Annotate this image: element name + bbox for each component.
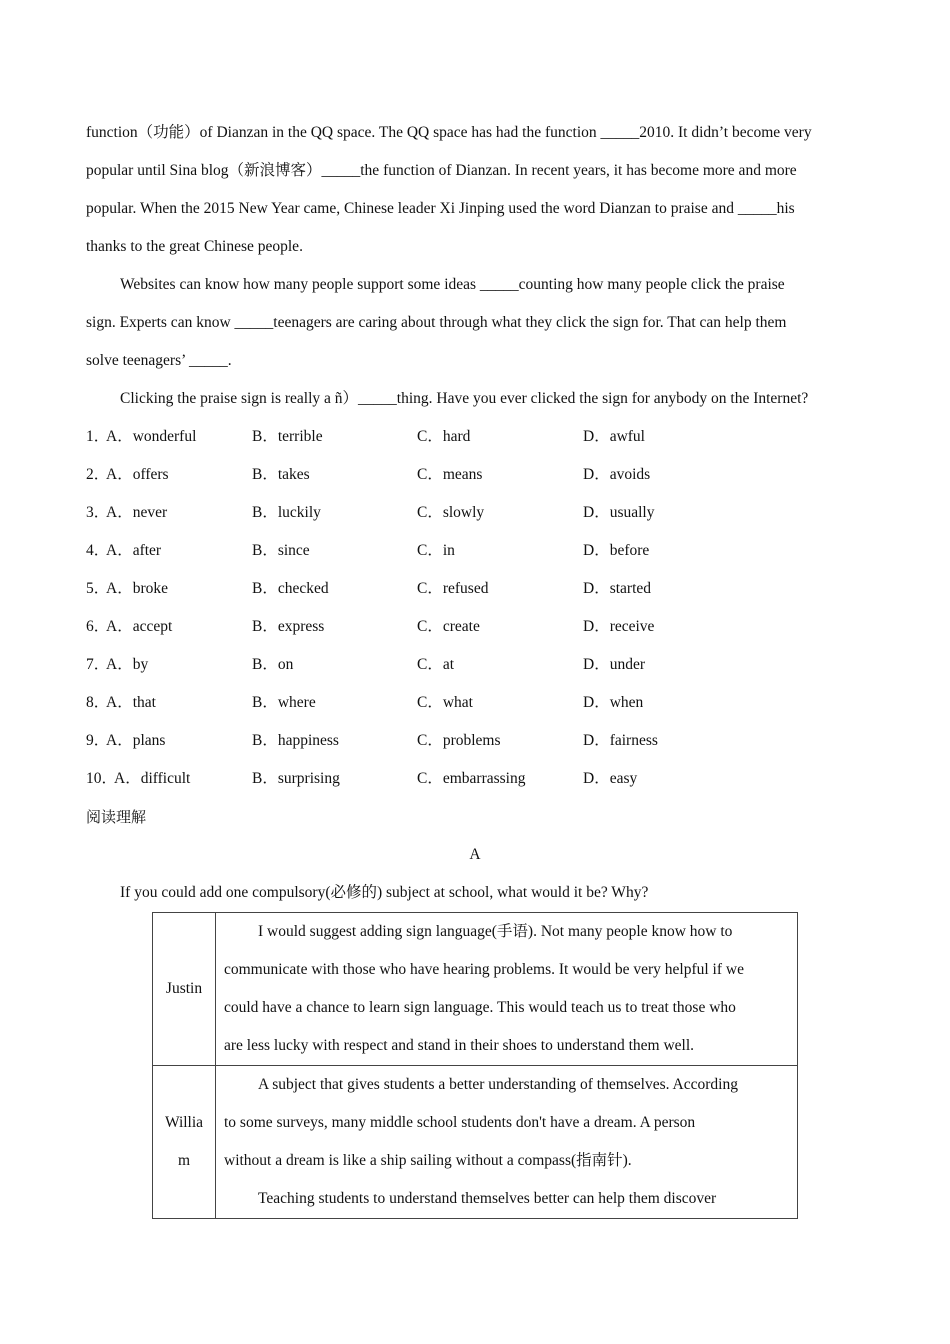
question-number: 8． [86,694,110,711]
question-row [86,570,886,608]
question-row [86,456,886,494]
person-name-line: Willia [164,1114,204,1131]
part-label: A [469,846,481,863]
opinion-line: to some surveys, many middle school students don't have a dream. A person [224,1114,696,1131]
option-c: C．means [417,466,483,483]
passage-line: Websites can know how many people support some ideas _____counting how many people click the praise [120,276,785,293]
question-number: 3． [86,504,110,521]
opinion-cell [216,913,798,1066]
option-b: B．on [252,656,294,673]
opinion-line: could have a chance to learn sign language. This would teach us to treat those who [224,999,736,1016]
option-d: D．under [583,656,645,673]
option-a: A．broke [106,580,168,597]
option-c: C．in [417,542,455,559]
option-b: B．checked [252,580,329,597]
passage-line: function（功能）of Dianzan in the QQ space. The QQ space has had the function _____2010. It didn’t become very [86,124,812,141]
person-name-text: Justin [165,980,203,997]
opinion-line: communicate with those who have hearing problems. It would be very helpful if we [224,961,744,978]
question-number: 2． [86,466,110,483]
option-a: A．that [106,694,156,711]
option-a: A．wonderful [106,428,197,445]
option-a: A．plans [106,732,166,749]
question-number: 7． [86,656,110,673]
option-c: C．refused [417,580,489,597]
option-d: D．receive [583,618,655,635]
option-b: B．where [252,694,316,711]
question-number: 4． [86,542,110,559]
option-a: A．offers [106,466,169,483]
option-c: C．hard [417,428,471,445]
option-b: B．express [252,618,325,635]
passage-line: popular until Sina blog（新浪博客）_____the function of Dianzan. In recent years, it has become more and more [86,162,797,179]
question-row [86,494,886,532]
option-d: D．fairness [583,732,658,749]
opinion-line: A subject that gives students a better understanding of themselves. According [258,1076,738,1093]
person-name-line: m [177,1152,191,1169]
reading-prompt: If you could add one compulsory(必修的) subject at school, what would it be? Why? [120,884,649,901]
question-row [86,418,886,456]
option-d: D．easy [583,770,638,787]
option-d: D．avoids [583,466,651,483]
option-b: B．terrible [252,428,323,445]
question-row [86,646,886,684]
opinion-line: without a dream is like a ship sailing without a compass(指南针). [224,1152,632,1169]
question-number: 9． [86,732,110,749]
option-b: B．happiness [252,732,339,749]
opinion-cell [216,1066,798,1219]
option-c: C．problems [417,732,501,749]
option-a: A．after [106,542,162,559]
option-c: C．embarrassing [417,770,526,787]
question-row [86,722,886,760]
option-d: D．started [583,580,652,597]
option-b: B．since [252,542,310,559]
passage-line: solve teenagers’ _____. [86,352,232,369]
passage-line: sign. Experts can know _____teenagers are caring about through what they click the sign for. That can help them [86,314,787,331]
passage-line: popular. When the 2015 New Year came, Chinese leader Xi Jinping used the word Dianzan to praise and _____his [86,200,795,217]
question-number: 10． [86,770,118,787]
opinion-line: are less lucky with respect and stand in their shoes to understand them well. [224,1037,695,1054]
question-row [86,532,886,570]
opinions-table [152,912,798,1219]
option-c: C．slowly [417,504,485,521]
option-a: A．difficult [114,770,191,787]
section-title: 阅读理解 [86,808,147,826]
opinion-line: Teaching students to understand themselves better can help them discover [258,1190,717,1207]
option-a: A．accept [106,618,173,635]
option-b: B．luckily [252,504,321,521]
question-number: 1． [86,428,110,445]
option-b: B．takes [252,466,310,483]
person-name [153,913,216,1066]
option-a: A．by [106,656,149,673]
question-row [86,684,886,722]
table-row [153,913,798,1066]
passage-line: Clicking the praise sign is really a ñ）_____thing. Have you ever clicked the sign for anybody on the Internet? [120,390,809,407]
option-d: D．awful [583,428,645,445]
option-d: D．when [583,694,644,711]
option-b: B．surprising [252,770,340,787]
passage-line: thanks to the great Chinese people. [86,238,303,255]
question-row [86,608,886,646]
question-row [86,760,886,798]
option-c: C．create [417,618,480,635]
question-number: 6． [86,618,110,635]
opinion-line: I would suggest adding sign language(手语). Not many people know how to [258,923,733,940]
question-number: 5． [86,580,110,597]
person-name [153,1066,216,1219]
option-d: D．before [583,542,650,559]
option-c: C．what [417,694,473,711]
option-d: D．usually [583,504,655,521]
table-row [153,1066,798,1219]
option-c: C．at [417,656,455,673]
option-a: A．never [106,504,168,521]
